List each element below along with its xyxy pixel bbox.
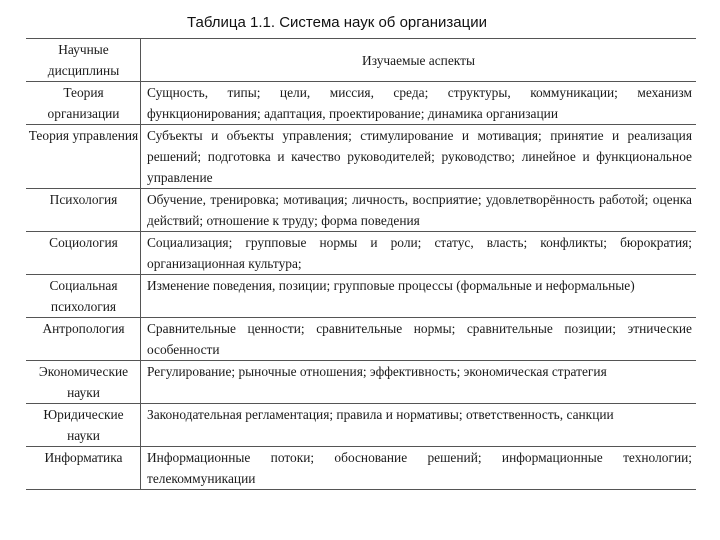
aspects-cell: Социализация; групповые нормы и роли; статус, власть; конфликты; бюрократия; организационная культура; [141, 232, 696, 275]
discipline-cell: Теория управления [26, 125, 141, 189]
aspects-cell: Законодательная регламентация; правила и нормативы; ответственность, санкции [141, 404, 696, 447]
table-row [26, 275, 696, 318]
science-system-table [26, 38, 696, 490]
table-row [26, 125, 696, 189]
discipline-cell: Юридические науки [26, 404, 141, 447]
aspects-cell: Обучение, тренировка; мотивация; личность, восприятие; удовлетворённость работой; оценка действий; отношение к труду; форма поведения [141, 189, 696, 232]
table-header-row [26, 39, 696, 82]
aspects-cell: Сравнительные ценности; сравнительные нормы; сравнительные позиции; этнические особенности [141, 318, 696, 361]
discipline-cell: Антропология [26, 318, 141, 361]
aspects-cell: Регулирование; рыночные отношения; эффективность; экономическая стратегия [141, 361, 696, 404]
aspects-cell: Субъекты и объекты управления; стимулирование и мотивация; принятие и реализация решений; подготовка и качество руководителей; руководство; линейное и функциональное управление [141, 125, 696, 189]
aspects-cell: Изменение поведения, позиции; групповые процессы (формальные и неформальные) [141, 275, 696, 318]
column-divider [140, 38, 141, 490]
table-row [26, 447, 696, 490]
header-aspects: Изучаемые аспекты [141, 39, 696, 82]
aspects-cell: Сущность, типы; цели, миссия, среда; структуры, коммуникации; механизм функционирования; адаптация, проектирование; динамика организации [141, 82, 696, 125]
discipline-cell: Экономические науки [26, 361, 141, 404]
table-row [26, 82, 696, 125]
discipline-cell: Психология [26, 189, 141, 232]
discipline-cell: Теория организации [26, 82, 141, 125]
table-row [26, 232, 696, 275]
header-disciplines: Научные дисциплины [26, 39, 141, 82]
discipline-cell: Информатика [26, 447, 141, 490]
table-row [26, 361, 696, 404]
discipline-cell: Социальная психология [26, 275, 141, 318]
discipline-cell: Социология [26, 232, 141, 275]
aspects-cell: Информационные потоки; обоснование решений; информационные технологии; телекоммуникации [141, 447, 696, 490]
table-row [26, 189, 696, 232]
table-row [26, 404, 696, 447]
table-caption: Таблица 1.1. Система наук об организации [187, 14, 487, 31]
table-row [26, 318, 696, 361]
